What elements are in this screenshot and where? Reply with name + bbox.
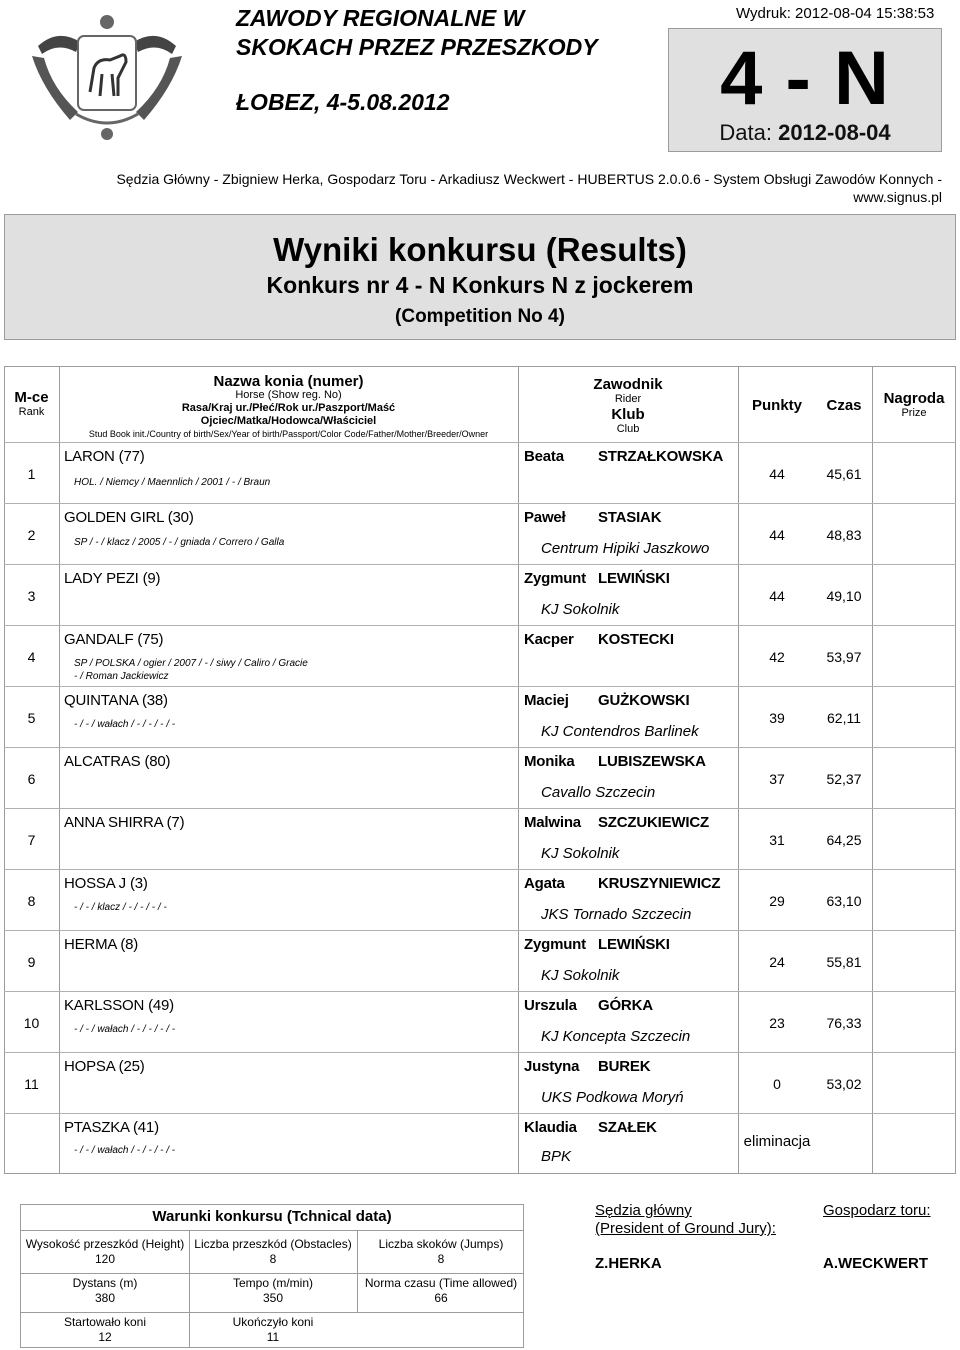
rider-first-name: Agata (524, 875, 565, 892)
tempo-cell: Tempo (m/min) 350 (232, 1276, 313, 1305)
rider-last-name: GUŻKOWSKI (598, 692, 690, 709)
row-points: 44 (769, 466, 785, 482)
cond-divider (21, 1312, 523, 1313)
rider-last-name: STRZAŁKOWSKA (598, 448, 724, 465)
rider-last-name: KOSTECKI (598, 631, 674, 648)
horse-details: - / - / wałach / - / - / - / - (74, 1145, 176, 1156)
horse-details: - / - / wałach / - / - / - / - (74, 719, 176, 730)
started-cell: Startowało koni 12 (63, 1315, 147, 1344)
horse-name: ALCATRAS (80) (64, 753, 171, 770)
row-divider (4, 686, 956, 687)
horse-name: PTASZKA (41) (64, 1119, 159, 1136)
event-title (236, 4, 598, 62)
horse-name: HOSSA J (3) (64, 875, 148, 892)
horse-name: LARON (77) (64, 448, 145, 465)
horse-logo-icon (18, 8, 196, 148)
horse-details: SP / POLSKA / ogier / 2007 / - / siwy / Caliro / Gracie - / Roman Jackiewicz (74, 658, 308, 682)
course-designer-name: A.WECKWERT (823, 1255, 928, 1272)
horse-name: GANDALF (75) (64, 631, 164, 648)
finished-cell: Ukończyło koni 11 (232, 1315, 314, 1344)
officials-info (20, 170, 942, 206)
row-divider (4, 869, 956, 870)
rider-last-name: KRUSZYNIEWICZ (598, 875, 721, 892)
rider-first-name: Kacper (524, 631, 574, 648)
rider-first-name: Maciej (524, 692, 569, 709)
results-subtitle-en: (Competition No 4) (395, 306, 565, 327)
rider-first-name: Beata (524, 448, 564, 465)
row-points: 44 (769, 527, 785, 543)
horse-name: GOLDEN GIRL (30) (64, 509, 194, 526)
header-rider-club: Zawodnik Rider Klub Club (593, 376, 663, 435)
row-divider (4, 1113, 956, 1114)
horse-name: HERMA (8) (64, 936, 139, 953)
results-subtitle: Konkurs nr 4 - N Konkurs N z jockerem (266, 272, 694, 298)
rider-club: KJ Koncepta Szczecin (541, 1028, 691, 1045)
horse-name: KARLSSON (49) (64, 997, 174, 1014)
row-divider (4, 1052, 956, 1053)
cond-divider (21, 1273, 523, 1274)
row-divider (4, 747, 956, 748)
row-points: 24 (769, 954, 785, 970)
rider-last-name: LUBISZEWSKA (598, 753, 706, 770)
jury-president-label: Sędzia główny (President of Ground Jury): (595, 1202, 776, 1237)
row-rank: 6 (27, 771, 36, 787)
row-time: 48,83 (826, 527, 862, 543)
header-time: Czas (826, 397, 862, 414)
row-rank: 9 (27, 954, 36, 970)
competition-code: 4 - N (720, 36, 890, 121)
row-time: 63,10 (826, 893, 862, 909)
horse-details: HOL. / Niemcy / Maennlich / 2001 / - / Braun (74, 477, 271, 488)
row-divider (4, 808, 956, 809)
row-rank: 1 (27, 466, 36, 482)
date-value: 2012-08-04 (778, 120, 891, 145)
row-points: 42 (769, 649, 785, 665)
rider-last-name: STASIAK (598, 509, 662, 526)
row-divider (4, 991, 956, 992)
results-title-box (4, 214, 956, 340)
rider-club: Cavallo Szczecin (541, 784, 656, 801)
jury-president-name: Z.HERKA (595, 1255, 662, 1272)
rider-club: JKS Tornado Szczecin (541, 906, 692, 923)
horse-details: - / - / klacz / - / - / - / - (74, 902, 167, 913)
row-rank: 7 (27, 832, 36, 848)
row-points: 39 (769, 710, 785, 726)
row-time: 62,11 (827, 710, 861, 726)
horse-name: QUINTANA (38) (64, 692, 168, 709)
date-label: Data: (719, 120, 772, 145)
row-divider (4, 625, 956, 626)
distance-cell: Dystans (m) 380 (72, 1276, 138, 1305)
horse-name: ANNA SHIRRA (7) (64, 814, 185, 831)
competition-date (669, 120, 941, 146)
row-rank: 10 (23, 1015, 40, 1031)
row-points: 44 (769, 588, 785, 604)
course-designer-label: Gospodarz toru: (823, 1202, 931, 1219)
officials-line1: Sędzia Główny - Zbigniew Herka, Gospodarz Toru - Arkadiusz Weckwert - HUBERTUS 2.0.0.6 - System Obsługi Zawodów Konnych - (116, 171, 942, 187)
rider-first-name: Urszula (524, 997, 577, 1014)
row-points: eliminacja (743, 1133, 811, 1150)
row-time: 55,81 (826, 954, 862, 970)
jumps-cell: Liczba skoków (Jumps) 8 (378, 1237, 504, 1266)
row-points: 0 (773, 1076, 781, 1092)
height-cell: Wysokość przeszkód (Height) 120 (25, 1237, 185, 1266)
rider-club: KJ Sokolnik (541, 967, 620, 984)
cond-divider (21, 1230, 523, 1231)
horse-name: HOPSA (25) (64, 1058, 145, 1075)
row-rank: 8 (27, 893, 36, 909)
header-rank: M-ce Rank (14, 389, 49, 418)
rider-last-name: GÓRKA (598, 997, 653, 1014)
rider-first-name: Monika (524, 753, 575, 770)
rider-first-name: Malwina (524, 814, 581, 831)
row-divider (4, 442, 956, 443)
obstacles-cell: Liczba przeszkód (Obstacles) 8 (194, 1237, 352, 1266)
row-points: 31 (769, 832, 785, 848)
rider-first-name: Klaudia (524, 1119, 577, 1136)
row-points: 29 (769, 893, 785, 909)
row-time: 52,37 (826, 771, 862, 787)
horse-name: LADY PEZI (9) (64, 570, 161, 587)
row-rank: 3 (27, 588, 36, 604)
horse-logo (18, 8, 196, 148)
row-rank: 2 (27, 527, 36, 543)
row-rank: 5 (27, 710, 36, 726)
rider-last-name: BUREK (598, 1058, 651, 1075)
row-time: 64,25 (826, 832, 862, 848)
row-time: 45,61 (826, 466, 862, 482)
event-title-line1: ZAWODY REGIONALNE W (236, 5, 525, 31)
technical-data-title: Warunki konkursu (Tchnical data) (152, 1208, 392, 1225)
row-divider (4, 930, 956, 931)
horse-details: SP / - / klacz / 2005 / - / gniada / Correro / Galla (74, 537, 285, 548)
event-title-line2: SKOKACH PRZEZ PRZESZKODY (236, 34, 598, 60)
rider-club: KJ Sokolnik (541, 845, 620, 862)
row-points: 37 (769, 771, 785, 787)
header-points: Punkty (751, 397, 802, 414)
rider-first-name: Paweł (524, 509, 566, 526)
rider-last-name: LEWIŃSKI (598, 936, 670, 953)
row-rank: 11 (24, 1076, 39, 1092)
rider-club: Centrum Hipiki Jaszkowo (541, 540, 710, 557)
technical-data-box (20, 1204, 524, 1348)
competition-code-box (668, 28, 942, 152)
row-divider (4, 503, 956, 504)
rider-last-name: SZCZUKIEWICZ (598, 814, 709, 831)
rider-club: KJ Contendros Barlinek (541, 723, 699, 740)
rider-first-name: Zygmunt (524, 936, 586, 953)
rider-club: UKS Podkowa Moryń (541, 1089, 684, 1106)
row-divider (4, 564, 956, 565)
print-timestamp: Wydruk: 2012-08-04 15:38:53 (736, 5, 935, 22)
horse-details: - / - / wałach / - / - / - / - (74, 1024, 176, 1035)
row-rank: 4 (27, 649, 36, 665)
event-place-date: ŁOBEZ, 4-5.08.2012 (236, 89, 450, 115)
row-time: 49,10 (826, 588, 862, 604)
rider-club: BPK (541, 1148, 572, 1165)
rider-first-name: Justyna (524, 1058, 580, 1075)
rider-last-name: SZAŁEK (598, 1119, 657, 1136)
rider-last-name: LEWIŃSKI (598, 570, 670, 587)
results-title: Wyniki konkursu (Results) (273, 231, 687, 268)
header-prize: Nagroda Prize (883, 390, 945, 419)
row-time: 53,02 (826, 1076, 862, 1092)
officials-line2: www.signus.pl (853, 189, 942, 205)
rider-club: KJ Sokolnik (541, 601, 620, 618)
row-time: 76,33 (826, 1015, 862, 1031)
row-points: 23 (769, 1015, 785, 1031)
time-allowed-cell: Norma czasu (Time allowed) 66 (364, 1276, 518, 1305)
row-time: 53,97 (826, 649, 862, 665)
rider-first-name: Zygmunt (524, 570, 586, 587)
header-horse: Nazwa konia (numer) Horse (Show reg. No) Rasa/Kraj ur./Płeć/Rok ur./Paszport/Maść Ojciec/Matka/Hodowca/Właściciel Stud Book init./Country of birth/Sex/Year of birth/Passport/Color Code/Father/Mother/Breeder/Owner (88, 373, 489, 439)
